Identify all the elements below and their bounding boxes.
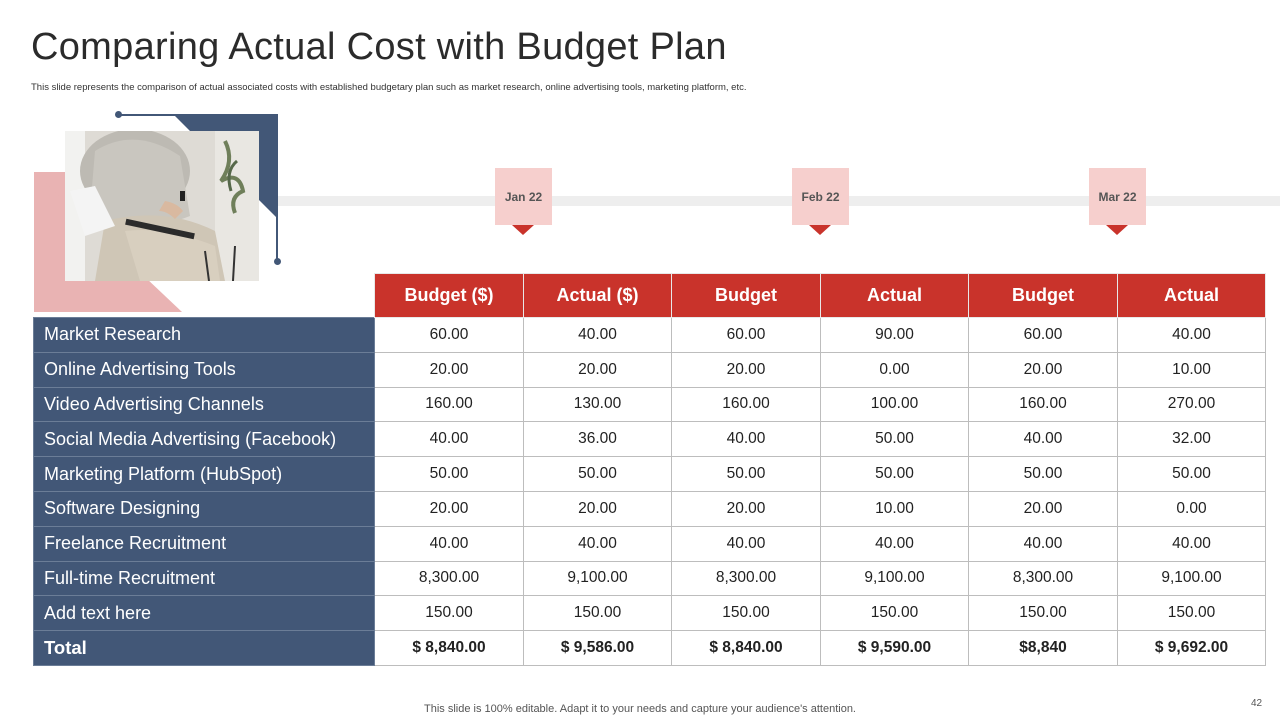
- person-with-laptop-photo: [65, 131, 259, 281]
- table-cell: 150.00: [821, 596, 969, 631]
- row-label: Software Designing: [34, 491, 375, 526]
- table-cell: 20.00: [672, 352, 821, 387]
- row-label: Freelance Recruitment: [34, 526, 375, 561]
- decorative-line-vertical: [276, 114, 278, 262]
- table-cell: 40.00: [1118, 526, 1266, 561]
- table-header-row: [34, 274, 1266, 318]
- total-cell: $ 8,840.00: [672, 631, 821, 666]
- slide-subtitle: This slide represents the comparison of actual associated costs with established budgetary plan such as market research, online advertising tools, marketing platform, etc.: [31, 82, 747, 93]
- decorative-dot-top: [115, 111, 122, 118]
- table-cell: 160.00: [375, 387, 524, 422]
- month-label: Jan 22: [504, 189, 543, 204]
- decorative-dot-bottom: [274, 258, 281, 265]
- total-cell: $ 9,692.00: [1118, 631, 1266, 666]
- table-row: [34, 318, 1266, 353]
- table-cell: 8,300.00: [375, 561, 524, 596]
- row-label: Online Advertising Tools: [34, 352, 375, 387]
- decorative-line-horizontal: [118, 114, 278, 116]
- table-row: [34, 561, 1266, 596]
- table-cell: 40.00: [1118, 318, 1266, 353]
- table-cell: 40.00: [524, 526, 672, 561]
- table-cell: 150.00: [969, 596, 1118, 631]
- table-cell: 150.00: [672, 596, 821, 631]
- table-cell: 50.00: [969, 457, 1118, 492]
- table-cell: 90.00: [821, 318, 969, 353]
- table-cell: 150.00: [524, 596, 672, 631]
- table-cell: 130.00: [524, 387, 672, 422]
- table-cell: 50.00: [1118, 457, 1266, 492]
- table-row: [34, 422, 1266, 457]
- table-cell: 50.00: [821, 422, 969, 457]
- table-cell: 0.00: [821, 352, 969, 387]
- table-cell: 40.00: [375, 526, 524, 561]
- table-cell: 20.00: [375, 352, 524, 387]
- table-header-blank: [34, 274, 375, 318]
- table-cell: 9,100.00: [821, 561, 969, 596]
- table-cell: 8,300.00: [969, 561, 1118, 596]
- month-marker-feb: [792, 168, 849, 225]
- table-cell: 60.00: [969, 318, 1118, 353]
- row-label: Add text here: [34, 596, 375, 631]
- table-cell: 100.00: [821, 387, 969, 422]
- table-cell: 9,100.00: [524, 561, 672, 596]
- table-cell: 50.00: [375, 457, 524, 492]
- table-row: [34, 526, 1266, 561]
- table-cell: 40.00: [969, 526, 1118, 561]
- table-cell: 50.00: [821, 457, 969, 492]
- table-row: [34, 387, 1266, 422]
- table-cell: 60.00: [375, 318, 524, 353]
- table-cell: 36.00: [524, 422, 672, 457]
- table-row: [34, 596, 1266, 631]
- table-cell: 20.00: [969, 352, 1118, 387]
- table-header: Actual: [1118, 274, 1266, 318]
- month-arrow-icon: [512, 225, 534, 235]
- table-cell: 40.00: [524, 318, 672, 353]
- table-cell: 10.00: [1118, 352, 1266, 387]
- table-row: [34, 457, 1266, 492]
- page-number: 42: [1251, 698, 1263, 709]
- row-label: Marketing Platform (HubSpot): [34, 457, 375, 492]
- slide-title: Comparing Actual Cost with Budget Plan: [31, 26, 727, 68]
- row-label: Full-time Recruitment: [34, 561, 375, 596]
- table-cell: 150.00: [375, 596, 524, 631]
- month-marker-mar: [1089, 168, 1146, 225]
- table-total-row: [34, 631, 1266, 666]
- total-label: Total: [34, 631, 375, 666]
- table-header: Budget: [969, 274, 1118, 318]
- month-marker-jan: [495, 168, 552, 225]
- table-cell: 20.00: [524, 491, 672, 526]
- table-row: [34, 352, 1266, 387]
- row-label: Market Research: [34, 318, 375, 353]
- table-header: Budget ($): [375, 274, 524, 318]
- table-cell: 160.00: [969, 387, 1118, 422]
- table-cell: 9,100.00: [1118, 561, 1266, 596]
- table-cell: 40.00: [672, 526, 821, 561]
- table-cell: 20.00: [375, 491, 524, 526]
- month-label: Feb 22: [801, 189, 840, 204]
- table-cell: 50.00: [672, 457, 821, 492]
- cost-comparison-table: [33, 273, 1266, 666]
- total-cell: $ 8,840.00: [375, 631, 524, 666]
- table-cell: 150.00: [1118, 596, 1266, 631]
- total-cell: $8,840: [969, 631, 1118, 666]
- month-label: Mar 22: [1098, 189, 1137, 204]
- table-cell: 50.00: [524, 457, 672, 492]
- total-cell: $ 9,590.00: [821, 631, 969, 666]
- table-cell: 60.00: [672, 318, 821, 353]
- row-label: Social Media Advertising (Facebook): [34, 422, 375, 457]
- table-cell: 160.00: [672, 387, 821, 422]
- total-cell: $ 9,586.00: [524, 631, 672, 666]
- table-cell: 270.00: [1118, 387, 1266, 422]
- table-cell: 20.00: [672, 491, 821, 526]
- table-header: Actual: [821, 274, 969, 318]
- table-cell: 40.00: [969, 422, 1118, 457]
- table-cell: 20.00: [969, 491, 1118, 526]
- table-cell: 40.00: [375, 422, 524, 457]
- table-cell: 32.00: [1118, 422, 1266, 457]
- month-arrow-icon: [1106, 225, 1128, 235]
- table-row: [34, 491, 1266, 526]
- month-arrow-icon: [809, 225, 831, 235]
- table-cell: 40.00: [821, 526, 969, 561]
- table-cell: 20.00: [524, 352, 672, 387]
- table-cell: 8,300.00: [672, 561, 821, 596]
- table-cell: 0.00: [1118, 491, 1266, 526]
- table-cell: 10.00: [821, 491, 969, 526]
- row-label: Video Advertising Channels: [34, 387, 375, 422]
- table-header: Actual ($): [524, 274, 672, 318]
- table-header: Budget: [672, 274, 821, 318]
- slide-footer: This slide is 100% editable. Adapt it to your needs and capture your audience's attention.: [424, 703, 856, 715]
- table-cell: 40.00: [672, 422, 821, 457]
